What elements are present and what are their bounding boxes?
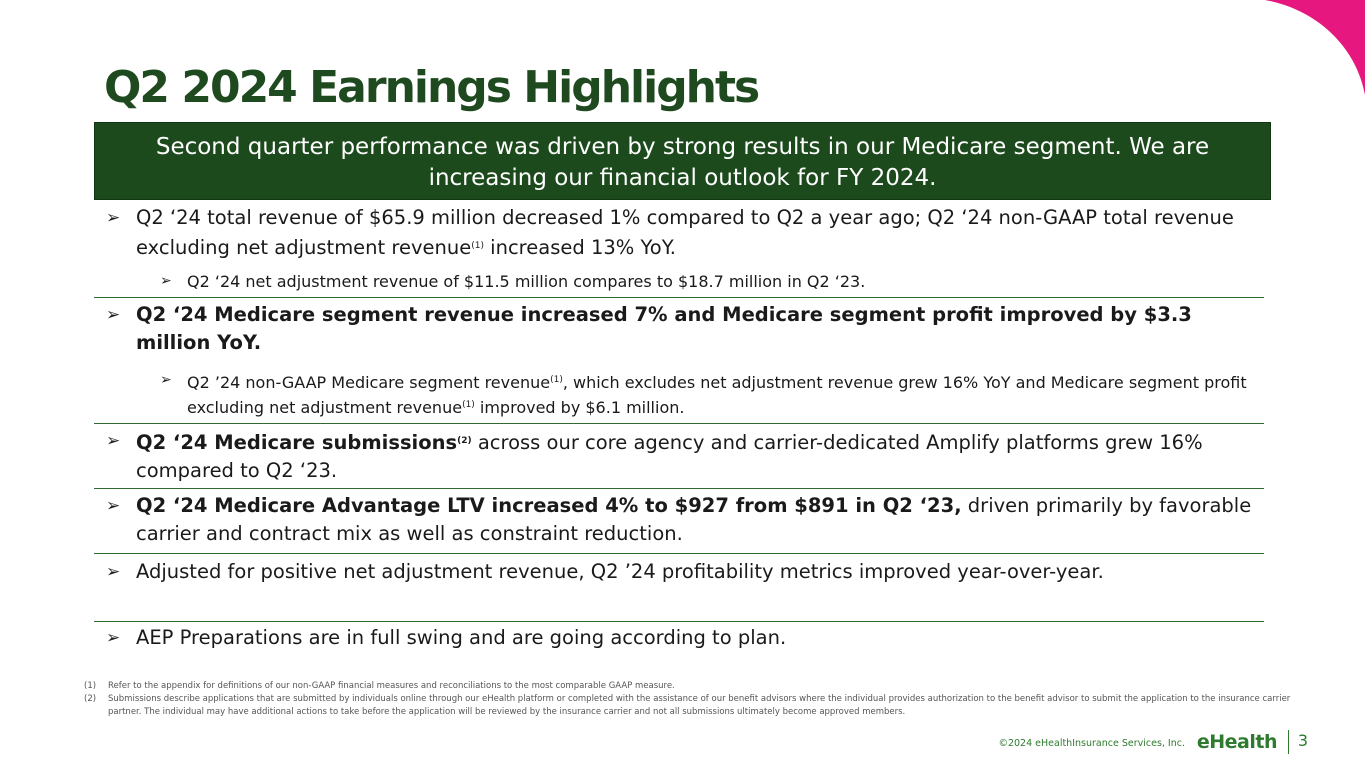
bullet-text: across our core agency and carrier-dedicated Amplify platforms grew 16% compared to Q2 ‘23. — [136, 431, 1203, 482]
footnote-number: (2) — [84, 694, 97, 704]
footer-divider — [1288, 730, 1290, 754]
arrow-bullet-icon: ➢ — [106, 496, 121, 516]
summary-banner: Second quarter performance was driven by strong results in our Medicare segment. We are increasing our financial outlook for FY 2024. — [94, 122, 1271, 200]
arrow-bullet-icon: ➢ — [106, 562, 121, 582]
page-number: 3 — [1297, 731, 1308, 750]
ehealth-logo: eHealth — [1196, 731, 1277, 753]
bullet-text: AEP Preparations are in full swing and are going according to plan. — [136, 626, 787, 649]
bullet-text: Q2 ‘24 total revenue of $65.9 million decreased 1% compared to Q2 a year ago; Q2 ‘24 non-GAAP total revenue excluding net adjustment revenue — [136, 206, 1234, 259]
footnote-ref: (1) — [471, 241, 484, 251]
copyright-text: ©2024 eHealthInsurance Services, Inc. — [998, 738, 1185, 749]
bullet-medicare-segment — [94, 301, 1264, 357]
corner-accent-shape — [1265, 0, 1365, 95]
highlight-section-aep — [94, 624, 1264, 656]
footnote-number: (1) — [84, 681, 97, 691]
bullet-medicare-submissions — [94, 427, 1264, 485]
bullet-text: increased 13% YoY. — [483, 236, 676, 259]
bullet-bold-text: Q2 ‘24 Medicare submissions — [136, 431, 458, 454]
highlight-section-medicare — [94, 301, 1264, 424]
footnote-2 — [84, 693, 1294, 719]
arrow-bullet-icon: ➢ — [106, 628, 121, 648]
sub-bullet-net-adjustment — [94, 270, 1264, 293]
sub-bullet-non-gaap-medicare — [94, 369, 1264, 419]
bullet-profitability — [94, 558, 1264, 586]
bullet-aep-preparations — [94, 624, 1264, 652]
slide-footer — [945, 728, 1365, 758]
highlight-section-revenue — [94, 204, 1264, 298]
arrow-bullet-icon: ➢ — [106, 208, 121, 228]
footnote-1 — [84, 680, 1294, 693]
bullet-bold-text: Q2 ‘24 Medicare Advantage LTV increased 4% to $927 from $891 in Q2 ‘23, — [136, 494, 962, 517]
bullet-text: Adjusted for positive net adjustment revenue, Q2 ’24 profitability metrics improved year-over-year. — [136, 560, 1104, 583]
arrow-bullet-icon: ➢ — [160, 372, 172, 388]
footnotes — [84, 680, 1294, 719]
bullet-total-revenue — [94, 204, 1264, 262]
footnote-text: Submissions describe applications that are submitted by individuals online through our eHealth platform or completed with the assistance of our benefit advisors where the individual provides authorization to the benefit advisor to submit the application to the insurance carrier partner. The individual may have additional actions to take before the application will be reviewed by the insurance carrier and not all submissions ultimately become approved members. — [108, 694, 1291, 717]
footnote-ref: (2) — [457, 436, 472, 446]
arrow-bullet-icon: ➢ — [160, 273, 172, 289]
highlight-section-ltv — [94, 492, 1264, 554]
highlight-section-submissions — [94, 427, 1264, 489]
sub-bullet-text: Q2 ’24 non-GAAP Medicare segment revenue — [187, 373, 551, 392]
footnote-ref: (1) — [462, 400, 475, 410]
bullet-text: driven primarily by favorable carrier and contract mix as well as constraint reduction. — [136, 494, 1252, 545]
arrow-bullet-icon: ➢ — [106, 305, 121, 325]
sub-bullet-text: Q2 ‘24 net adjustment revenue of $11.5 million compares to $18.7 million in Q2 ‘23. — [187, 272, 866, 291]
bullet-medicare-advantage-ltv — [94, 492, 1264, 548]
sub-bullet-text: , which excludes net adjustment revenue grew 16% YoY and Medicare segment profit excluding net adjustment revenue — [187, 373, 1247, 417]
footnote-text: Refer to the appendix for definitions of our non-GAAP financial measures and reconciliations to the most comparable GAAP measure. — [108, 681, 675, 691]
highlight-section-profitability — [94, 558, 1264, 622]
slide-title: Q2 2024 Earnings Highlights — [104, 62, 759, 113]
footnote-ref: (1) — [550, 375, 563, 385]
arrow-bullet-icon: ➢ — [106, 431, 121, 451]
bullet-bold-text: Q2 ‘24 Medicare segment revenue increased 7% and Medicare segment profit improved by $3.3 million YoY. — [136, 303, 1192, 354]
sub-bullet-text: improved by $6.1 million. — [474, 398, 685, 417]
